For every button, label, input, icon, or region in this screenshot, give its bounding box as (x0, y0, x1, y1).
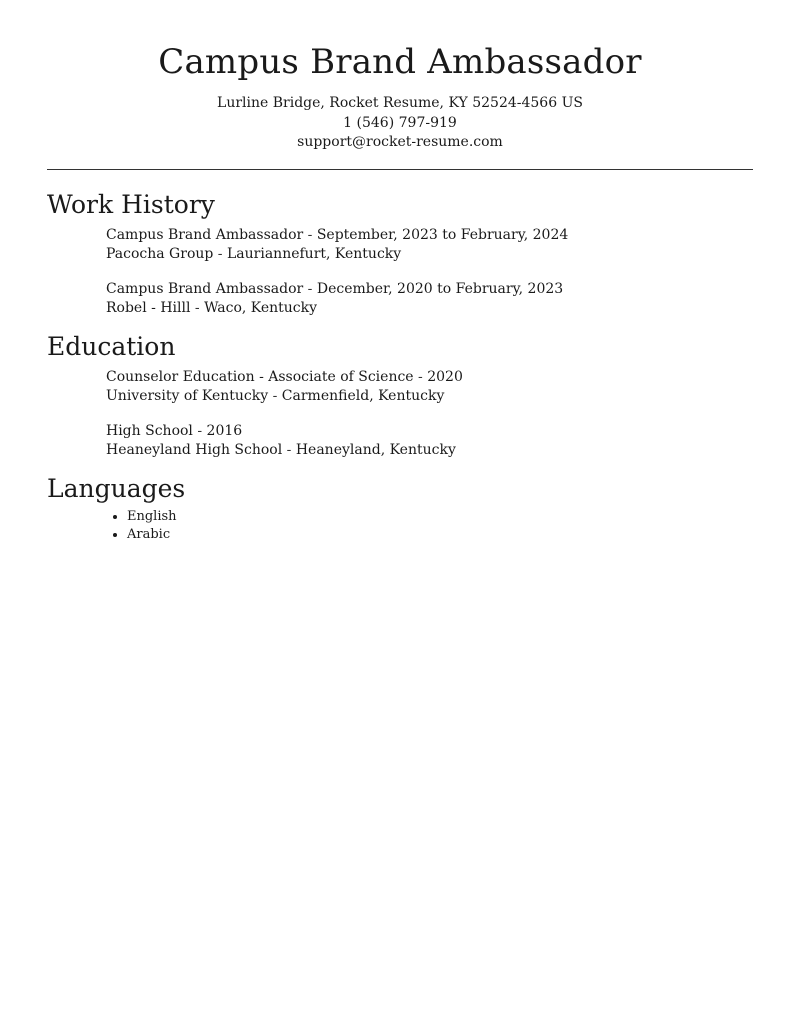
separator: - (192, 422, 207, 439)
languages-heading: Languages (47, 473, 186, 503)
separator: - (303, 226, 317, 243)
education-school: University of Kentucky (106, 387, 269, 404)
work-entry-line1 (106, 280, 753, 299)
address-line: Lurline Bridge, Rocket Resume, KY 52524-4566 US (217, 95, 583, 111)
work-entry-line2 (106, 299, 753, 318)
work-entry-line2 (106, 245, 753, 264)
work-history-heading: Work History (47, 189, 215, 219)
education-entry-line2 (106, 441, 753, 460)
candidate-name: Campus Brand Ambassador (158, 42, 642, 82)
education-entry-line2 (106, 387, 753, 406)
work-history-section (47, 190, 753, 318)
languages-list (47, 508, 753, 544)
education-year: 2016 (206, 422, 243, 439)
education-entries (47, 368, 753, 460)
separator: - (282, 441, 296, 458)
work-dates: December, 2020 to February, 2023 (316, 280, 564, 297)
education-heading: Education (47, 331, 176, 361)
education-section (47, 332, 753, 460)
education-location: Carmenfield, Kentucky (281, 387, 445, 404)
work-company: Robel - Hilll (106, 299, 191, 316)
separator: - (413, 368, 428, 385)
separator: - (190, 299, 205, 316)
header-divider (47, 169, 753, 170)
work-location: Waco, Kentucky (204, 299, 318, 316)
resume-header (47, 0, 753, 153)
work-entry (106, 280, 753, 318)
work-role: Campus Brand Ambassador (106, 226, 304, 243)
work-entry-line1 (106, 226, 753, 245)
education-entry (106, 368, 753, 406)
education-entry (106, 422, 753, 460)
separator: - (213, 245, 227, 262)
work-role: Campus Brand Ambassador (106, 280, 304, 297)
education-entry-line1 (106, 422, 753, 441)
work-location: Lauriannefurt, Kentucky (227, 245, 402, 262)
education-school: Heaneyland High School (106, 441, 283, 458)
email-line: support@rocket-resume.com (297, 134, 503, 150)
education-location: Heaneyland, Kentucky (295, 441, 456, 458)
languages-section (47, 474, 753, 544)
phone-line: 1 (546) 797-919 (343, 114, 457, 131)
education-degree: Counselor Education - Associate of Science (106, 368, 414, 385)
education-entry-line1 (106, 368, 753, 387)
language-item: • English (127, 508, 753, 526)
work-entry (106, 226, 753, 264)
contact-info (47, 94, 753, 153)
work-company: Pacocha Group (106, 245, 214, 262)
separator: - (303, 280, 317, 297)
work-history-entries (47, 226, 753, 318)
language-item: • Arabic (127, 526, 753, 544)
separator: - (268, 387, 282, 404)
education-year: 2020 (427, 368, 463, 385)
work-dates: September, 2023 to February, 2024 (316, 226, 569, 243)
education-degree: High School (106, 422, 193, 439)
